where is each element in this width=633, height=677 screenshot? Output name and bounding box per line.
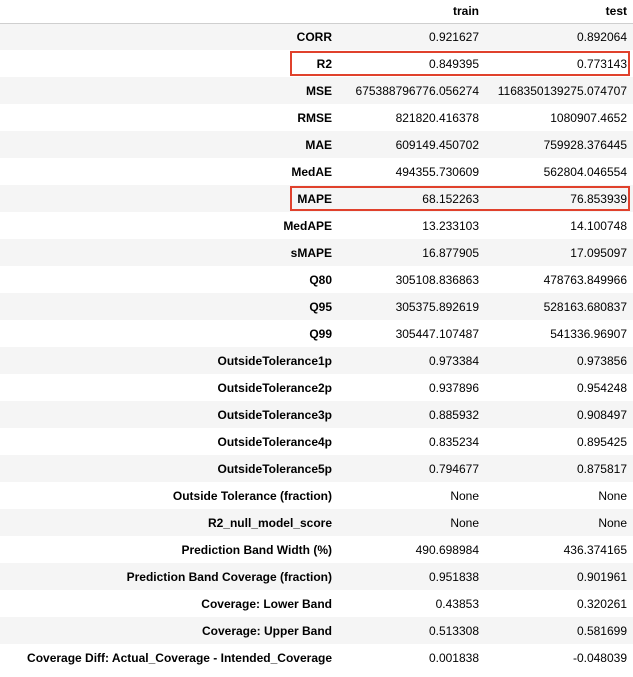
- table-row: [0, 347, 633, 374]
- table-row: [0, 590, 633, 617]
- train-value: 0.43853: [338, 590, 485, 617]
- row-label: OutsideTolerance3p: [0, 401, 338, 428]
- test-value: 14.100748: [485, 212, 633, 239]
- test-value: None: [485, 509, 633, 536]
- test-value: 528163.680837: [485, 293, 633, 320]
- row-label: Q99: [0, 320, 338, 347]
- row-label: Outside Tolerance (fraction): [0, 482, 338, 509]
- row-label: MAE: [0, 131, 338, 158]
- train-value: 0.951838: [338, 563, 485, 590]
- train-value: 0.973384: [338, 347, 485, 374]
- test-value: -0.048039: [485, 644, 633, 671]
- row-label: MedAE: [0, 158, 338, 185]
- train-value: None: [338, 482, 485, 509]
- train-value: 494355.730609: [338, 158, 485, 185]
- train-column-header: train: [338, 0, 485, 23]
- train-value: 305375.892619: [338, 293, 485, 320]
- row-label: CORR: [0, 23, 338, 50]
- table-row: [0, 293, 633, 320]
- table-body: [0, 23, 633, 671]
- train-value: 0.001838: [338, 644, 485, 671]
- table-row: [0, 563, 633, 590]
- train-value: 0.921627: [338, 23, 485, 50]
- table-header: [0, 0, 633, 23]
- row-label: Coverage: Lower Band: [0, 590, 338, 617]
- test-value: 436.374165: [485, 536, 633, 563]
- table-row: [0, 50, 633, 77]
- test-value: 0.875817: [485, 455, 633, 482]
- row-label: R2: [0, 50, 338, 77]
- table-row: [0, 482, 633, 509]
- test-value: 478763.849966: [485, 266, 633, 293]
- train-value: 609149.450702: [338, 131, 485, 158]
- train-value: 305108.836863: [338, 266, 485, 293]
- table-row: [0, 77, 633, 104]
- index-header: [0, 0, 338, 23]
- test-value: 0.581699: [485, 617, 633, 644]
- header-row: [0, 0, 633, 23]
- row-label: OutsideTolerance4p: [0, 428, 338, 455]
- row-label: Coverage: Upper Band: [0, 617, 338, 644]
- test-value: None: [485, 482, 633, 509]
- train-value: 16.877905: [338, 239, 485, 266]
- table-row: [0, 23, 633, 50]
- train-value: 675388796776.056274: [338, 77, 485, 104]
- train-value: 305447.107487: [338, 320, 485, 347]
- test-value: 17.095097: [485, 239, 633, 266]
- row-label: Prediction Band Coverage (fraction): [0, 563, 338, 590]
- row-label: RMSE: [0, 104, 338, 131]
- test-value: 562804.046554: [485, 158, 633, 185]
- test-value: 0.892064: [485, 23, 633, 50]
- table-row: [0, 104, 633, 131]
- test-value: 759928.376445: [485, 131, 633, 158]
- table-row: [0, 266, 633, 293]
- table-row: [0, 374, 633, 401]
- row-label: R2_null_model_score: [0, 509, 338, 536]
- table-row: [0, 644, 633, 671]
- table-row: [0, 428, 633, 455]
- row-label: sMAPE: [0, 239, 338, 266]
- test-value: 0.773143: [485, 50, 633, 77]
- test-column-header: test: [485, 0, 633, 23]
- train-value: 0.794677: [338, 455, 485, 482]
- row-label: MedAPE: [0, 212, 338, 239]
- test-value: 0.973856: [485, 347, 633, 374]
- table-row: [0, 239, 633, 266]
- row-label: Coverage Diff: Actual_Coverage - Intended_Coverage: [0, 644, 338, 671]
- table-row: [0, 617, 633, 644]
- train-value: 0.885932: [338, 401, 485, 428]
- table-row: [0, 185, 633, 212]
- test-value: 1168350139275.074707: [485, 77, 633, 104]
- table-row: [0, 131, 633, 158]
- test-value: 0.901961: [485, 563, 633, 590]
- table-row: [0, 320, 633, 347]
- row-label: OutsideTolerance2p: [0, 374, 338, 401]
- row-label: MSE: [0, 77, 338, 104]
- test-value: 541336.96907: [485, 320, 633, 347]
- row-label: MAPE: [0, 185, 338, 212]
- train-value: 490.698984: [338, 536, 485, 563]
- train-value: 0.937896: [338, 374, 485, 401]
- train-value: 0.835234: [338, 428, 485, 455]
- table-row: [0, 536, 633, 563]
- train-value: None: [338, 509, 485, 536]
- row-label: OutsideTolerance1p: [0, 347, 338, 374]
- table-row: [0, 212, 633, 239]
- table-row: [0, 455, 633, 482]
- train-value: 68.152263: [338, 185, 485, 212]
- row-label: OutsideTolerance5p: [0, 455, 338, 482]
- test-value: 0.320261: [485, 590, 633, 617]
- table-row: [0, 401, 633, 428]
- row-label: Prediction Band Width (%): [0, 536, 338, 563]
- train-value: 0.849395: [338, 50, 485, 77]
- test-value: 76.853939: [485, 185, 633, 212]
- row-label: Q95: [0, 293, 338, 320]
- train-value: 0.513308: [338, 617, 485, 644]
- table-row: [0, 509, 633, 536]
- test-value: 1080907.4652: [485, 104, 633, 131]
- test-value: 0.908497: [485, 401, 633, 428]
- test-value: 0.954248: [485, 374, 633, 401]
- train-value: 13.233103: [338, 212, 485, 239]
- train-value: 821820.416378: [338, 104, 485, 131]
- row-label: Q80: [0, 266, 338, 293]
- table-row: [0, 158, 633, 185]
- test-value: 0.895425: [485, 428, 633, 455]
